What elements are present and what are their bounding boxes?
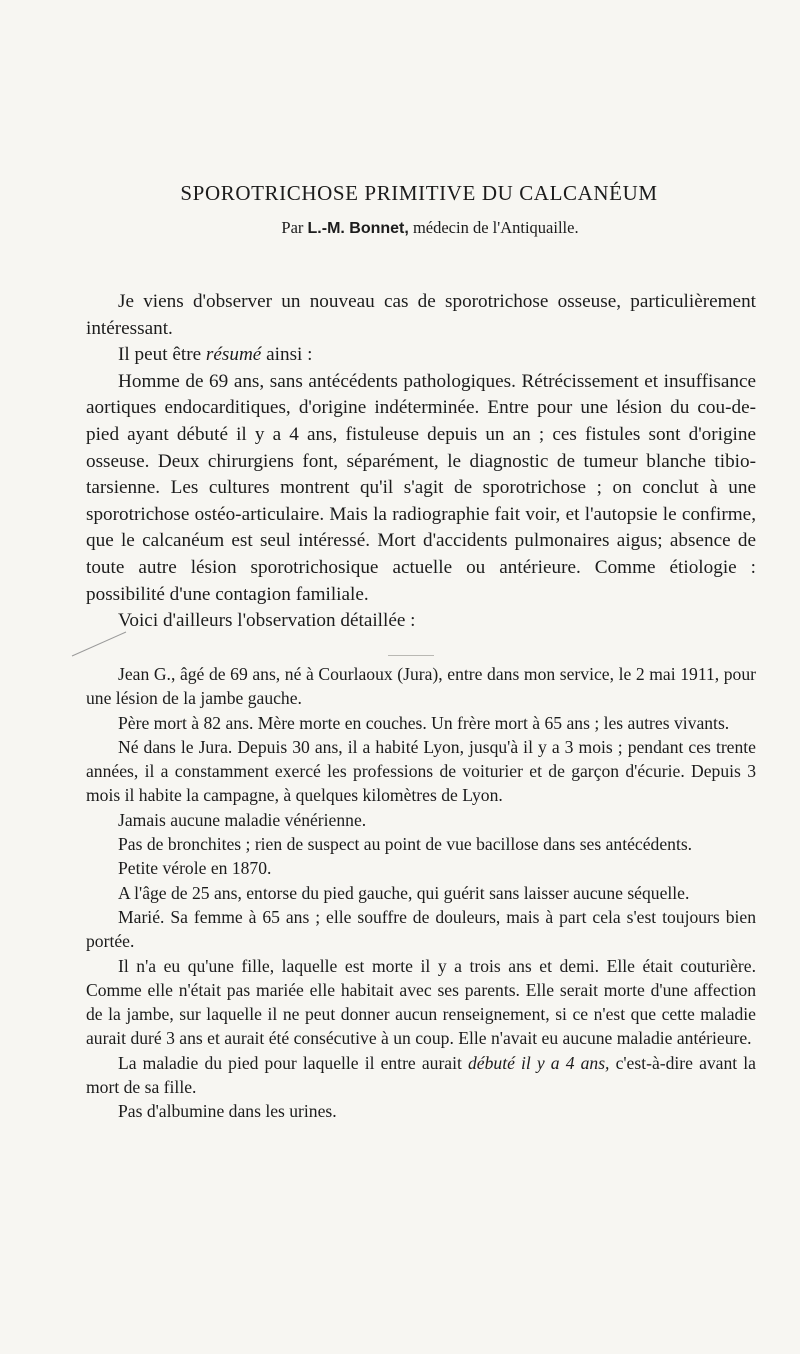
observation-paragraph-7: A l'âge de 25 ans, entorse du pied gauche, qui guérit sans laisser aucune séquelle. — [118, 882, 690, 903]
observation-paragraph-2: Père mort à 82 ans. Mère morte en couches. Un frère mort à 65 ans ; les autres vivants. — [118, 712, 730, 733]
summary-paragraph-1: Je viens d'observer un nouveau cas de sporotrichose osseuse, particulièrement intéressant. — [86, 291, 756, 339]
observation-paragraph-3: Né dans le Jura. Depuis 30 ans, il a habité Lyon, jusqu'à il y a 3 mois ; pendant ces trente années, il a constamment exercé les professions de voiturier et de garçon d'écurie. Depuis 3 mois il habite la campagne, à quelques kilomètres de Lyon. — [86, 736, 756, 806]
summary-p2-after: ainsi : — [266, 344, 313, 366]
observation-p10-after: c'est-à-dire avant la mort de sa fille. — [86, 1052, 756, 1098]
observation-p10-before: La maladie du pied pour laquelle il entre aurait — [118, 1052, 462, 1073]
observation-paragraph-5: Pas de bronchites ; rien de suspect au point de vue bacillose dans ses antécédents. — [118, 834, 693, 855]
observation-paragraph-8: Marié. Sa femme à 65 ans ; elle souffre de douleurs, mais à part cela s'est toujours bien portée. — [86, 906, 756, 952]
summary-paragraph-4: Voici d'ailleurs l'observation détaillée : — [118, 610, 416, 632]
summary-paragraph-2 — [86, 342, 756, 369]
author-affiliation: médecin de l'Antiquaille. — [412, 218, 579, 237]
section-divider — [388, 655, 434, 656]
author-name: L.-M. Bonnet, — [307, 220, 409, 237]
summary-p2-before: Il peut être — [118, 344, 202, 366]
observation-paragraph-10 — [86, 1051, 756, 1100]
summary-p2-emphasis: résumé — [205, 344, 262, 366]
observation-paragraph-4: Jamais aucune maladie vénérienne. — [118, 809, 367, 830]
observation-paragraph-1: Jean G., âgé de 69 ans, né à Courlaoux (Jura), entre dans mon service, le 2 mai 1911, pour une lésion de la jambe gauche. — [86, 664, 756, 709]
article-title: SPOROTRICHOSE PRIMITIVE DU CALCANÉUM — [180, 181, 658, 205]
summary-paragraph-3: Homme de 69 ans, sans antécédents pathologiques. Rétrécissement et insuffisance aortiques endocarditiques, d'origine indéterminée. Entre pour une lésion du cou-de-pied ayant débuté il y a 4 ans, fistuleuse depuis un an ; ces fistules sont d'origine osseuse. Deux chirurgiens font, séparément, le diagnostic de tumeur blanche tibio-tarsienne. Les cultures montrent qu'il s'agit de sporotrichose ; on conclut à une sporotrichose ostéo-articulaire. Mais la radiographie fait voir, et l'autopsie le confirme, que le calcanéum est seul intéressé. Mort d'accidents pulmonaires aigus; absence de toute autre lésion sporotrichosique actuelle ou antérieure. Comme étiologie : possibilité d'une contagion familiale. — [86, 370, 756, 605]
byline — [0, 216, 800, 241]
pencil-mark-line — [70, 628, 130, 658]
observation-section — [86, 662, 756, 1124]
summary-section — [86, 289, 756, 635]
observation-p10-emphasis: débuté il y a 4 ans, — [468, 1052, 610, 1073]
byline-prefix: Par — [281, 218, 304, 237]
observation-paragraph-11: Pas d'albumine dans les urines. — [118, 1101, 337, 1122]
observation-paragraph-6: Petite vérole en 1870. — [118, 858, 272, 879]
observation-paragraph-9: Il n'a eu qu'une fille, laquelle est morte il y a trois ans et demi. Elle était couturière. Comme elle n'était pas mariée elle habitait avec ses parents. Elle serait morte d'une affection de la jambe, sur laquelle il ne peut donner aucun renseignement, si ce n'est que cette maladie aurait duré 3 ans et aurait été consécutive à un coup. Elle n'avait eu aucune maladie antérieure. — [86, 955, 756, 1049]
